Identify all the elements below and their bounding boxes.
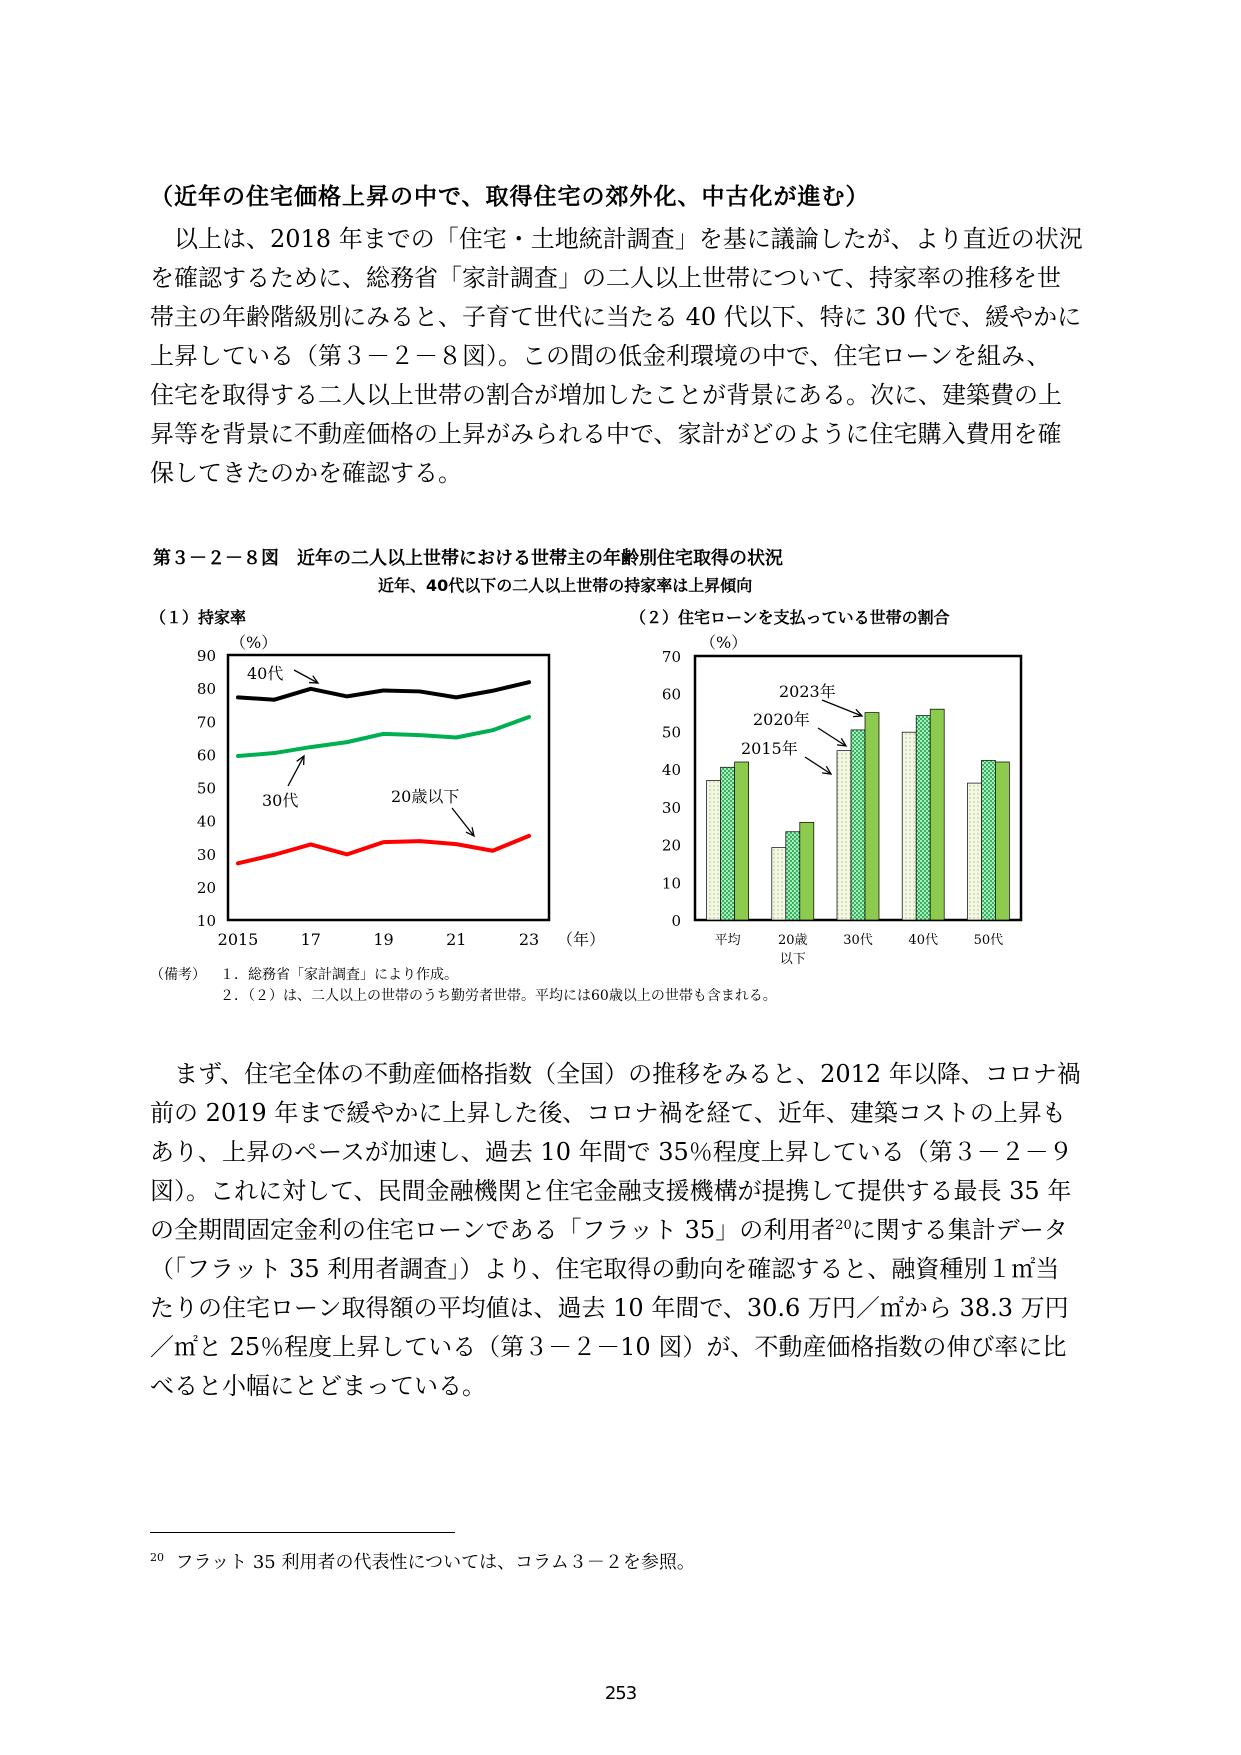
- chart1-y-tick-label: 60: [196, 746, 216, 765]
- paragraph-line: ／㎡と 25％程度上昇している（第３－２－10 図）が、不動産価格指数の伸び率に比: [150, 1333, 1067, 1361]
- chart2-bar-3-2: [800, 822, 814, 920]
- chart1-y-tick-label: 30: [196, 845, 216, 864]
- paragraph-line: 上昇している（第３－２－８図）。この間の低金利環境の中で、住宅ローンを組み、: [150, 342, 1051, 370]
- footnote-reference: 20: [835, 1218, 852, 1233]
- chart1-y-tick-label: 90: [196, 647, 216, 665]
- paragraph-line: （「フラット 35 利用者調査」）より、住宅取得の動向を確認すると、融資種別１㎡当: [150, 1255, 1060, 1283]
- paragraph-line: べると小幅にとどまっている。: [150, 1372, 486, 1400]
- paragraph-line: 図）。これに対して、民間金融機関と住宅金融支援機構が提携して提供する最長 35 年: [150, 1177, 1072, 1205]
- panel1-title: （１）持家率: [150, 608, 247, 627]
- chart1-x-tick-label: 19: [373, 930, 394, 949]
- chart2-y-tick-label: 50: [661, 723, 681, 742]
- chart1-y-tick-label: 20: [196, 878, 216, 897]
- paragraph-line: を確認するために、総務省「家計調査」の二人以上世帯について、持家率の推移を世: [150, 264, 1062, 292]
- chart2-bar-3-3: [865, 713, 879, 920]
- paragraph-line: あり、上昇のペースが加速し、過去 10 年間で 35％程度上昇している（第３－２－９: [150, 1138, 1073, 1166]
- page-number: 253: [604, 1683, 637, 1704]
- paragraph-line: 保してきたのかを確認する。: [150, 459, 462, 487]
- chart1-y-tick-label: 70: [196, 713, 216, 732]
- chart2-bar-3-1: [735, 762, 749, 920]
- chart2-category-label: 40代: [908, 933, 938, 948]
- chart2-y-tick-label: 20: [661, 836, 681, 855]
- chart2-annotation-2023: 2023年: [779, 682, 836, 701]
- chart2-y-tick-label: 60: [661, 685, 681, 704]
- chart2-bar-2-3: [851, 730, 865, 920]
- chart2-annotation-arrow-2023: [822, 700, 862, 716]
- chart2-bar-3-5: [995, 762, 1009, 920]
- figure-notes: [150, 965, 777, 1007]
- chart2-y-tick-label: 70: [661, 648, 681, 666]
- chart2-category-label: 20歳: [778, 933, 808, 948]
- chart1-y-tick-label: 80: [196, 680, 216, 699]
- chart1-y-tick-label: 10: [196, 912, 216, 930]
- chart1-plot-frame: [228, 655, 549, 920]
- chart1-annotation-arrow-30s: [288, 756, 304, 786]
- chart2-bar-3-4: [930, 709, 944, 920]
- chart1-annotation-30s: 30代: [262, 791, 299, 810]
- chart2-y-tick-label: 10: [661, 874, 681, 893]
- chart2-annotation-arrow-2015-head: [822, 766, 831, 774]
- footnote: [150, 1548, 695, 1574]
- section-heading: （近年の住宅価格上昇の中で、取得住宅の郊外化、中古化が進む）: [150, 184, 870, 210]
- note-item: １．総務省「家計調査」により作成。: [220, 967, 458, 983]
- paragraph-line: 住宅を取得する二人以上世帯の割合が増加したことが背景にある。次に、建築費の上: [150, 381, 1062, 409]
- chart1-annotation-40s: 40代: [247, 664, 284, 683]
- chart1-y-tick-label: 40: [196, 812, 216, 831]
- line-text: に関する集計データ: [851, 1216, 1068, 1244]
- chart2-annotation-arrow-2015: [805, 757, 831, 774]
- chart2-y-tick-label: 0: [671, 912, 681, 930]
- footnote-divider: [150, 1532, 455, 1533]
- line-text: の全期間固定金利の住宅ローンである「フラット 35」の利用者: [150, 1216, 836, 1244]
- paragraph-line: 以上は、2018 年までの「住宅・土地統計調査」を基に議論したが、より直近の状況: [150, 225, 1083, 253]
- chart2-bar-1-3: [837, 751, 851, 920]
- paragraph-line: [150, 1211, 1090, 1250]
- chart2-category-label: 50代: [973, 933, 1004, 948]
- chart2-bar-1-4: [902, 732, 916, 920]
- chart1-series-line-2: [238, 717, 529, 756]
- chart2-annotation-2020: 2020年: [753, 710, 810, 729]
- chart2-annotation-arrow-2020: [818, 728, 846, 746]
- chart1-series-line-1: [238, 682, 529, 700]
- chart2-y-axis-unit: （%）: [700, 633, 748, 652]
- chart1-x-tick-label: 23: [518, 930, 540, 949]
- paragraph-line: 前の 2019 年まで緩やかに上昇した後、コロナ禍を経て、近年、建築コストの上昇も: [150, 1099, 1066, 1127]
- footnote-text: フラット 35 利用者の代表性については、コラム３－２を参照。: [175, 1552, 695, 1573]
- chart2-category-label: 以下: [779, 952, 806, 967]
- chart1-series-line-3: [238, 836, 529, 863]
- figure-title: 第３－２－８図 近年の二人以上世帯における世帯主の年齢別住宅取得の状況: [153, 548, 783, 569]
- chart1-y-tick-label: 50: [196, 779, 216, 798]
- chart1-annotation-arrow-40s: [294, 670, 318, 683]
- paragraph-2: [150, 1055, 1090, 1406]
- notes-label: （備考）: [150, 967, 206, 983]
- note-item: ２．（２）は、二人以上の世帯のうち勤労者世帯。平均には60歳以上の世帯も含まれる。: [220, 988, 777, 1004]
- chart2-bar-2-1: [721, 767, 735, 920]
- chart1-annotation-arrow-20s: [452, 808, 474, 836]
- paragraph-line: たりの住宅ローン取得額の平均値は、過去 10 年間で、30.6 万円／㎡から 38.3 万円: [150, 1294, 1069, 1322]
- paragraph-line: まず、住宅全体の不動産価格指数（全国）の推移をみると、2012 年以降、コロナ禍: [150, 1060, 1081, 1088]
- chart1-x-tick-label: 17: [300, 930, 321, 949]
- footnote-number: 20: [150, 1551, 164, 1564]
- paragraph-line: 昇等を背景に不動産価格の上昇がみられる中で、家計がどのように住宅購入費用を確: [150, 420, 1062, 448]
- chart2-annotation-arrow-2020-head: [837, 738, 846, 746]
- chart2-category-label: 平均: [714, 933, 741, 948]
- chart2-bar-2-2: [786, 832, 800, 920]
- chart2-y-tick-label: 30: [661, 798, 681, 817]
- chart2-bar-1-5: [967, 783, 981, 920]
- paragraph-line: 帯主の年齢階級別にみると、子育て世代に当たる 40 代以下、特に 30 代で、緩やかに: [150, 303, 1082, 331]
- chart2-annotation-2015: 2015年: [741, 739, 798, 758]
- panel2-title: （２）住宅ローンを支払っている世帯の割合: [630, 608, 950, 627]
- chart2-category-label: 30代: [843, 933, 873, 948]
- chart1-annotation-20s: 20歳以下: [391, 787, 460, 806]
- chart1-x-axis-unit: （年）: [557, 930, 606, 949]
- figure-subtitle: 近年、40代以下の二人以上世帯の持家率は上昇傾向: [378, 576, 753, 595]
- chart2-bar-2-4: [916, 716, 930, 920]
- chart1-y-axis-unit: （%）: [230, 633, 278, 652]
- chart1-x-tick-label: 2015: [217, 930, 259, 949]
- chart2-bar-1-2: [772, 848, 786, 920]
- chart2-bar-1-1: [707, 780, 721, 920]
- chart2-bar-2-5: [981, 760, 995, 920]
- chart1-x-tick-label: 21: [446, 930, 467, 949]
- chart2-y-tick-label: 40: [661, 761, 681, 780]
